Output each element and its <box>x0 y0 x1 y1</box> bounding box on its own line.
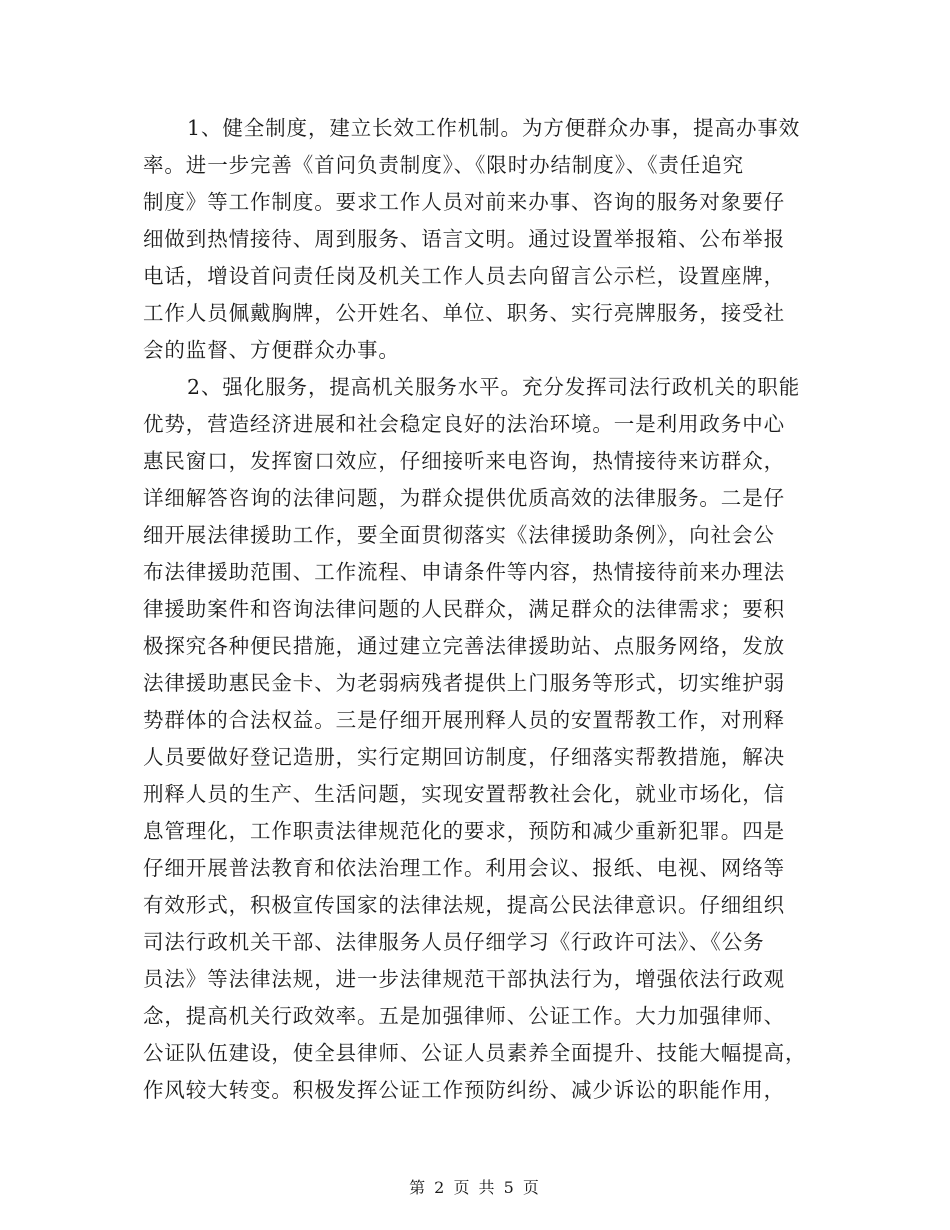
text-line: 1、健全制度，建立长效工作机制。为方便群众办事，提高办事效 <box>187 116 801 140</box>
text-line: 率。进一步完善《首问负责制度》、《限时办结制度》、《责任追究 <box>143 153 744 177</box>
text-line: 细做到热情接待、周到服务、语言文明。通过设置举报箱、公布举报 <box>143 227 785 251</box>
paragraph-2 <box>143 369 809 1109</box>
text-line: 制度》等工作制度。要求工作人员对前来办事、咨询的服务对象要仔 <box>143 190 785 214</box>
text-line: 势群体的合法权益。三是仔细开展刑释人员的安置帮教工作，对刑释 <box>143 708 785 732</box>
text-line: 法律援助惠民金卡、为老弱病残者提供上门服务等形式，切实维护弱 <box>143 671 785 695</box>
text-line: 作风较大转变。积极发挥公证工作预防纠纷、减少诉讼的职能作用， <box>143 1078 785 1102</box>
text-line: 有效形式，积极宣传国家的法律法规，提高公民法律意识。仔细组织 <box>143 893 785 917</box>
document-body <box>143 110 809 1109</box>
text-line: 优势，营造经济进展和社会稳定良好的法治环境。一是利用政务中心 <box>143 412 785 436</box>
text-line: 刑释人员的生产、生活问题，实现安置帮教社会化，就业市场化，信 <box>143 782 785 806</box>
text-line: 详细解答咨询的法律问题，为群众提供优质高效的法律服务。二是仔 <box>143 486 785 510</box>
text-line: 律援助案件和咨询法律问题的人民群众，满足群众的法律需求；要积 <box>143 597 785 621</box>
text-line: 念，提高机关行政效率。五是加强律师、公证工作。大力加强律师、 <box>143 1004 785 1028</box>
text-line: 惠民窗口，发挥窗口效应，仔细接听来电咨询，热情接待来访群众， <box>143 449 785 473</box>
text-line: 2、强化服务，提高机关服务水平。充分发挥司法行政机关的职能 <box>187 375 801 399</box>
text-line: 仔细开展普法教育和依法治理工作。利用会议、报纸、电视、网络等 <box>143 856 785 880</box>
text-line: 细开展法律援助工作，要全面贯彻落实《法律援助条例》，向社会公 <box>143 523 775 547</box>
text-line: 工作人员佩戴胸牌，公开姓名、单位、职务、实行亮牌服务，接受社 <box>143 301 785 325</box>
text-line: 电话，增设首问责任岗及机关工作人员去向留言公示栏，设置座牌， <box>143 264 785 288</box>
text-line: 会的监督、方便群众办事。 <box>143 338 400 362</box>
text-line: 息管理化，工作职责法律规范化的要求，预防和减少重新犯罪。四是 <box>143 819 785 843</box>
text-line: 司法行政机关干部、法律服务人员仔细学习《行政许可法》、《公务 <box>143 930 765 954</box>
text-line: 布法律援助范围、工作流程、申请条件等内容，热情接待前来办理法 <box>143 560 785 584</box>
text-line: 公证队伍建设，使全县律师、公证人员素养全面提升、技能大幅提高， <box>143 1041 807 1065</box>
paragraph-1 <box>143 110 809 369</box>
page-number-footer: 第 2 页 共 5 页 <box>409 1178 541 1197</box>
text-line: 极探究各种便民措施，通过建立完善法律援助站、点服务网络，发放 <box>143 634 785 658</box>
text-line: 人员要做好登记造册，实行定期回访制度，仔细落实帮教措施，解决 <box>143 745 785 769</box>
text-line: 员法》等法律法规，进一步法律规范干部执法行为，增强依法行政观 <box>143 967 785 991</box>
